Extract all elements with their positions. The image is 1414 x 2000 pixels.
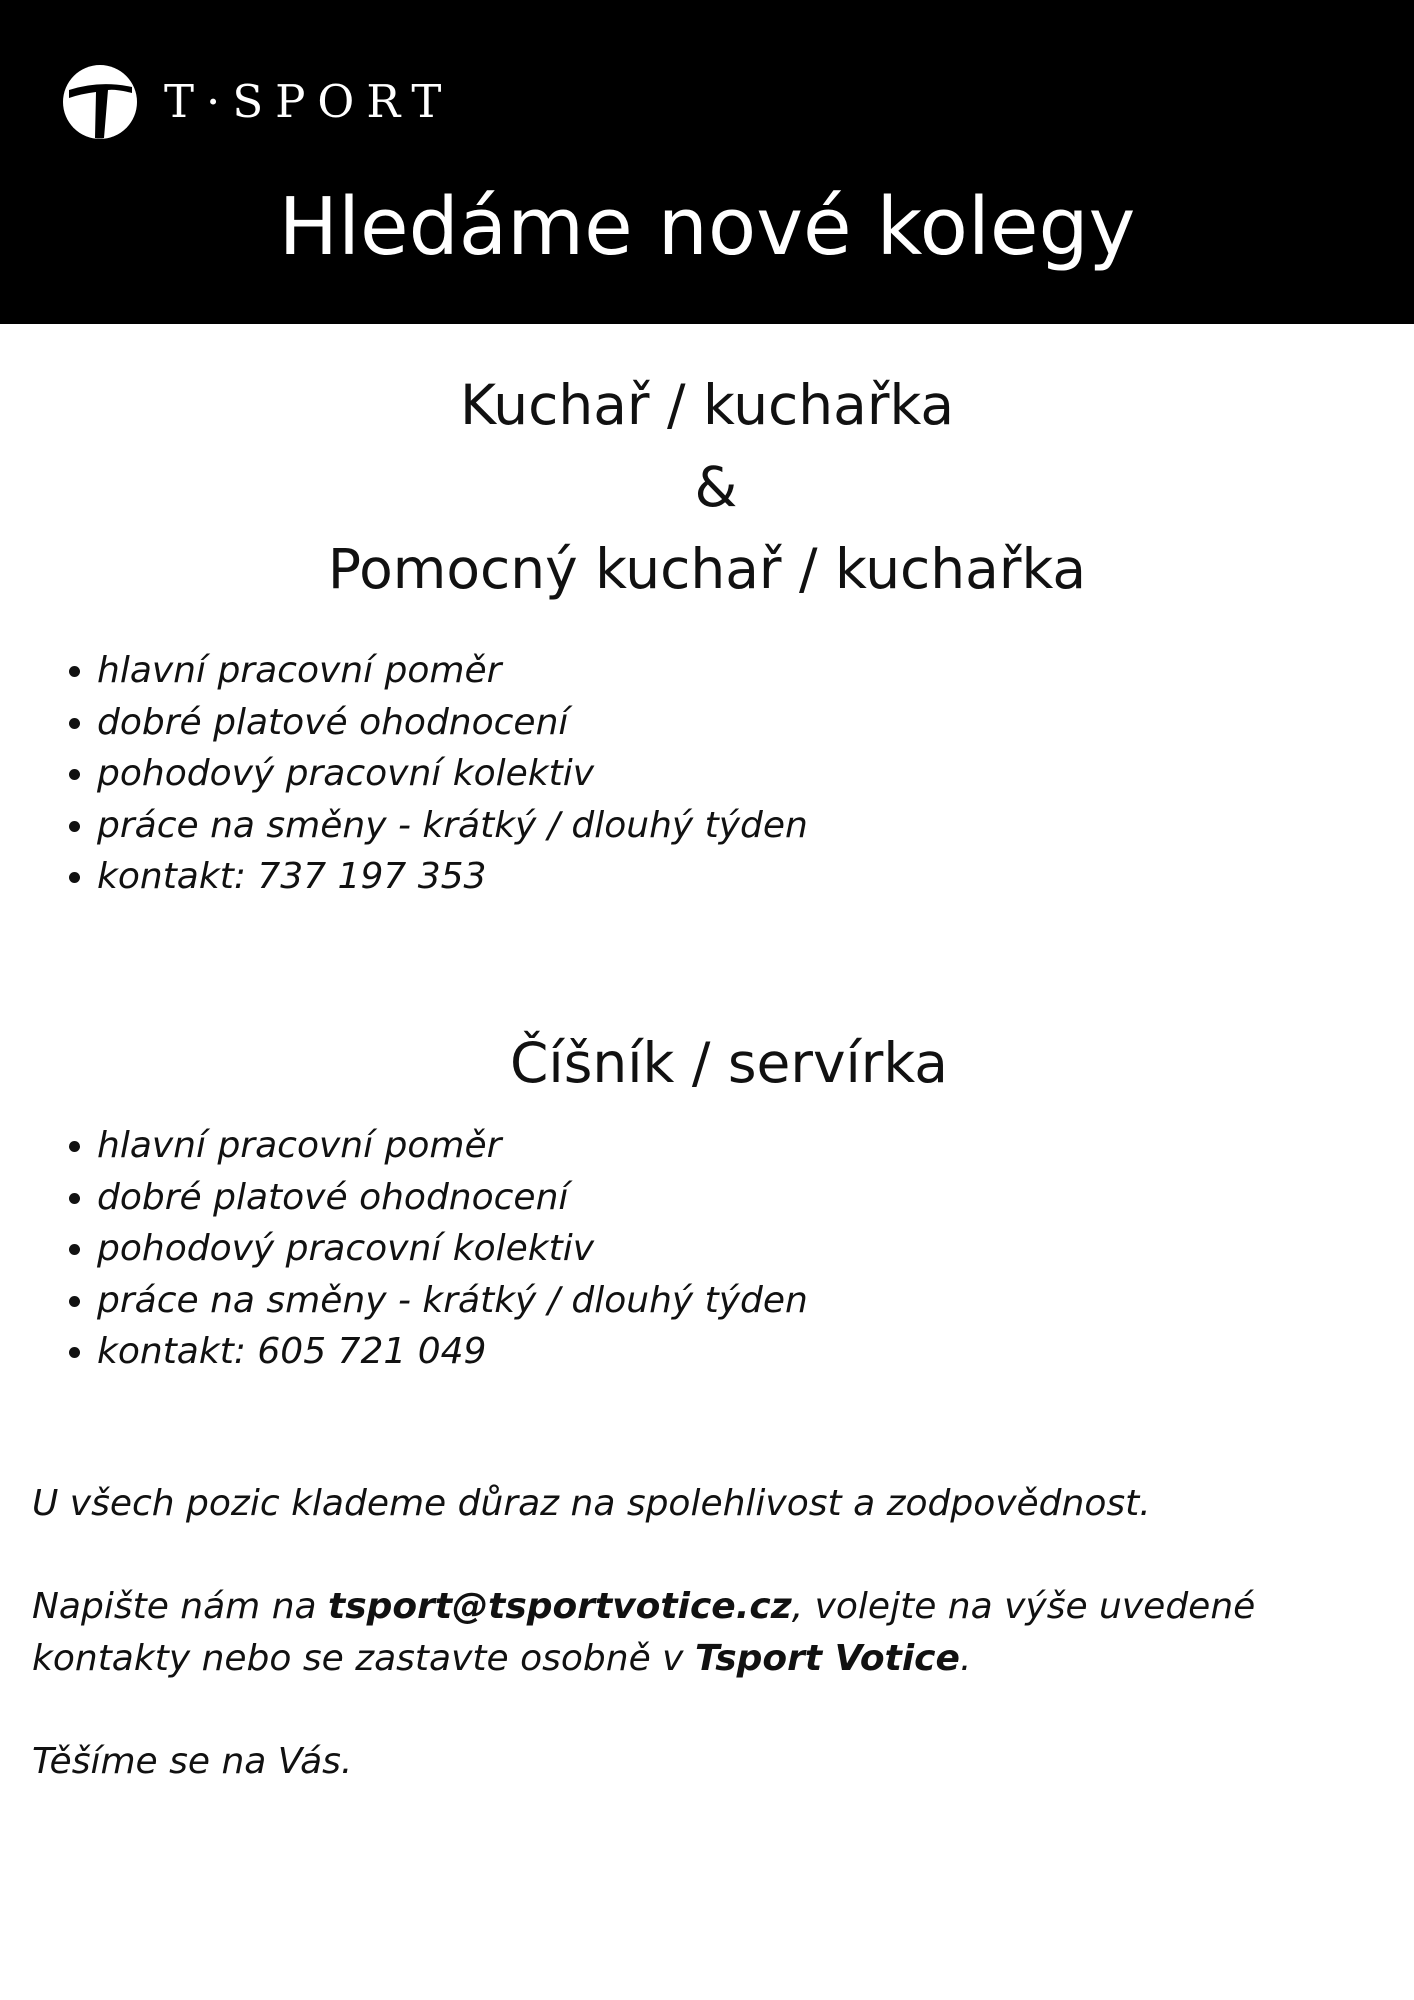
email-link[interactable]: tsport@tsportvotice.cz xyxy=(328,1586,792,1627)
closing-line: Těšíme se na Vás. xyxy=(32,1741,353,1782)
benefit-item: • dobré platové ohodnocení xyxy=(97,1172,808,1224)
header-banner xyxy=(0,0,1414,324)
benefits-list-cook xyxy=(62,645,808,903)
contact-suffix: . xyxy=(959,1638,972,1679)
benefit-item: • pohodový pracovní kolektiv xyxy=(97,1223,808,1275)
position-title-cook: Kuchař / kuchařka xyxy=(459,373,955,437)
benefit-item-contact: • kontakt: 605 721 049 xyxy=(97,1326,808,1378)
reliability-note: U všech pozic klademe důraz na spolehlivost a zodpovědnost. xyxy=(32,1483,1151,1524)
tsport-logo-icon xyxy=(62,64,138,140)
contact-paragraph xyxy=(32,1581,1382,1685)
position-title-waiter: Číšník / servírka xyxy=(510,1031,948,1095)
benefit-item: • hlavní pracovní poměr xyxy=(97,1120,808,1172)
benefit-item: • práce na směny - krátký / dlouhý týden xyxy=(97,800,808,852)
benefit-item: • pohodový pracovní kolektiv xyxy=(97,748,808,800)
benefit-item-contact: • kontakt: 737 197 353 xyxy=(97,851,808,903)
benefit-item: • práce na směny - krátký / dlouhý týden xyxy=(97,1275,808,1327)
page-title: Hledáme nové kolegy xyxy=(278,181,1136,273)
contact-middle: , volejte na výše uvedené kontakty nebo se zastavte osobně v xyxy=(32,1586,1256,1679)
benefit-item: • hlavní pracovní poměr xyxy=(97,645,808,697)
position-title-assistant-cook: Pomocný kuchař / kuchařka xyxy=(327,537,1087,601)
benefits-list-waiter xyxy=(62,1120,808,1378)
logo xyxy=(62,62,453,142)
contact-prefix: Napište nám na xyxy=(32,1586,329,1627)
place-name: Tsport Votice xyxy=(694,1638,960,1679)
logo-text: T·SPORT xyxy=(164,75,454,128)
position-title-connector: & xyxy=(694,455,738,519)
benefit-item: • dobré platové ohodnocení xyxy=(97,697,808,749)
